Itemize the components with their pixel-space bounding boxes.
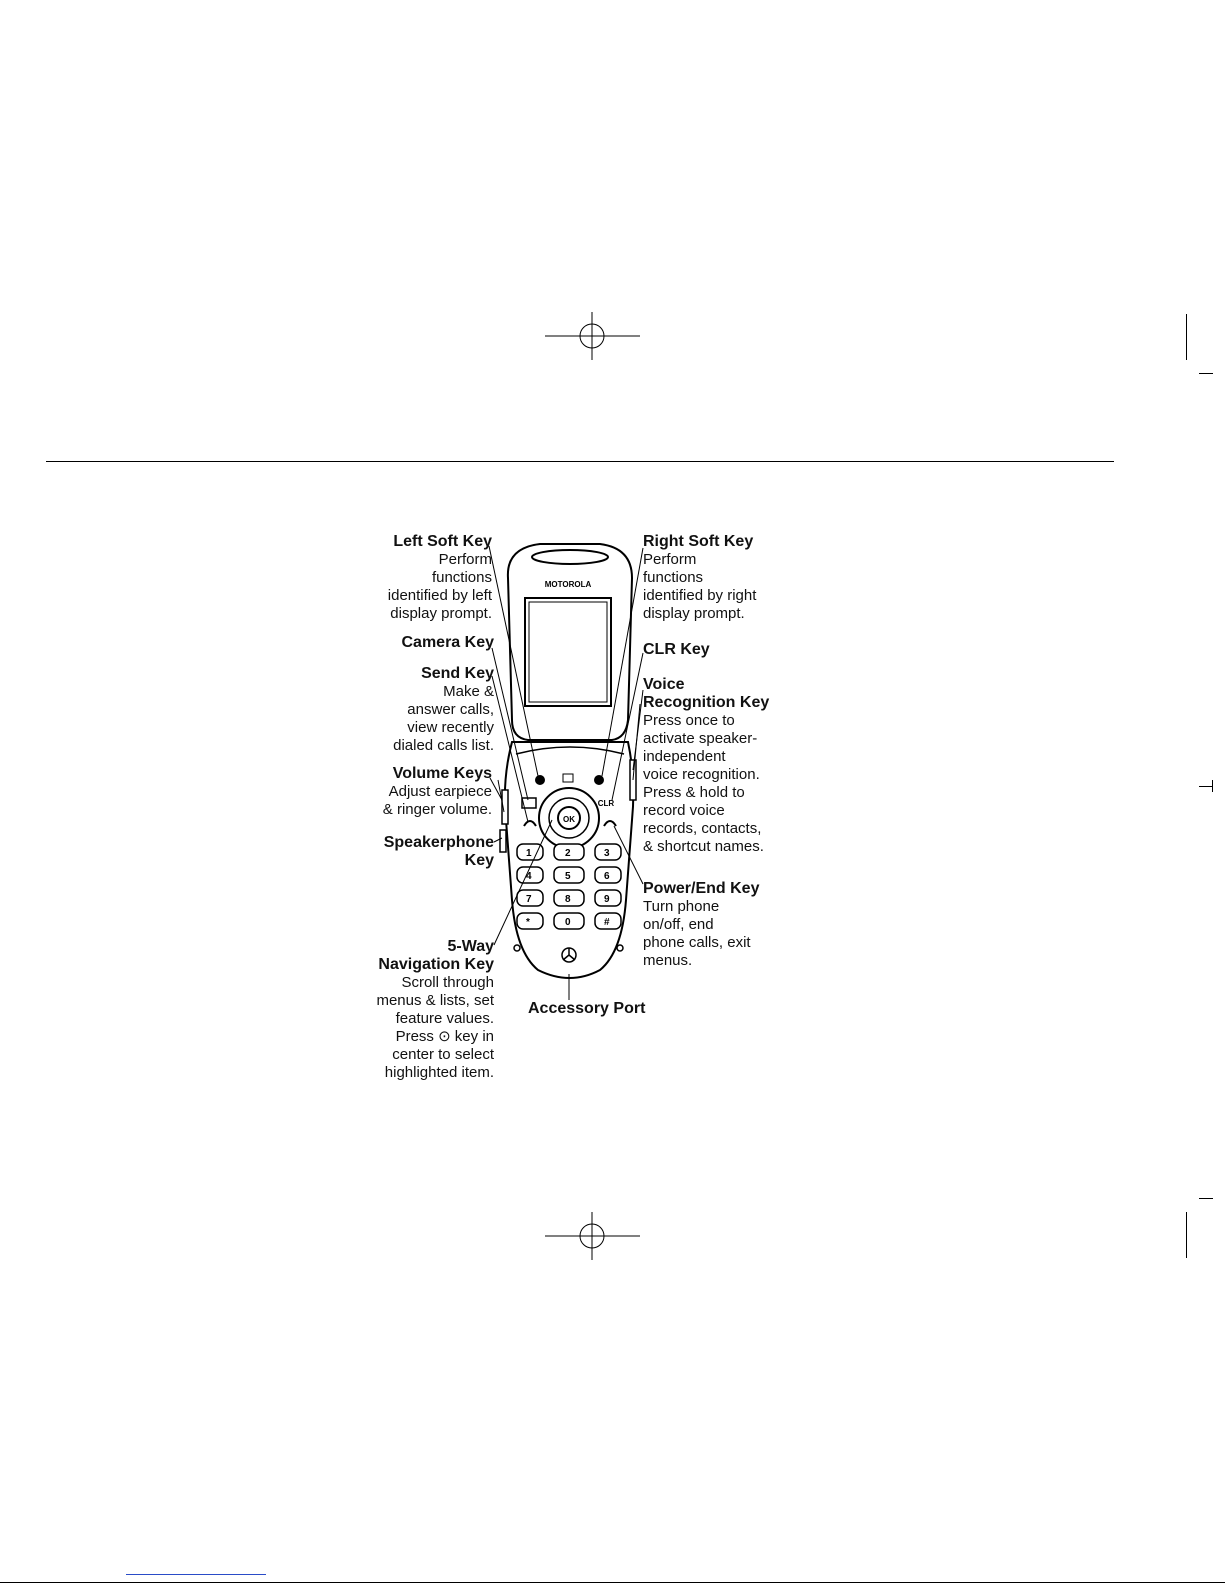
left-soft-key-line-3: identified by left [387, 587, 492, 604]
nav-key-line-1: Scroll through [401, 974, 494, 991]
callout-volume-keys [383, 765, 492, 819]
speakerphone-key-title: Speakerphone [383, 834, 494, 851]
left-soft-key-line-2: functions [431, 569, 492, 586]
clr-key-label: CLR [597, 799, 615, 808]
voice-key-line-6: record voice [643, 802, 725, 819]
send-key-line-1: Make & [443, 683, 494, 700]
callout-right-soft-key [643, 533, 756, 623]
power-key-line-3: phone calls, exit [643, 934, 751, 951]
keypad-key-label-6: 6 [604, 871, 610, 882]
accessory-port-title: Accessory Port [528, 1000, 646, 1017]
right-soft-key-line-4: display prompt. [643, 605, 745, 622]
volume-keys-line-1: Adjust earpiece [388, 783, 492, 800]
keypad-key-label-2: 2 [565, 848, 571, 859]
voice-key-title-2: Recognition Key [643, 694, 770, 711]
right-soft-key-line-1: Perform [643, 551, 697, 568]
power-key-title: Power/End Key [643, 880, 760, 897]
right-soft-key-title: Right Soft Key [643, 533, 754, 550]
power-key-line-4: menus. [643, 952, 693, 969]
volume-keys-line-2: & ringer volume. [382, 801, 492, 818]
voice-key-line-2: activate speaker- [643, 730, 758, 747]
nav-key-line-6: highlighted item. [384, 1064, 494, 1081]
callout-clr-key [643, 641, 710, 659]
registration-mark-bottom [545, 1212, 640, 1260]
clr-key-title: CLR Key [643, 641, 710, 658]
voice-key-title: Voice [643, 676, 685, 693]
camera-key-title: Camera Key [401, 634, 494, 651]
footer-link-underline[interactable] [126, 1574, 266, 1575]
keypad-key-label-#: # [604, 917, 610, 928]
right-soft-key-line-2: functions [643, 569, 704, 586]
speakerphone-key-title-2: Key [464, 852, 494, 869]
nav-key-line-3: feature values. [395, 1010, 494, 1027]
registration-mark-top [545, 312, 640, 360]
send-key-line-3: view recently [407, 719, 494, 736]
voice-key-line-7: records, contacts, [643, 820, 762, 837]
phone-brand-logo: MOTOROLA [544, 580, 592, 589]
volume-keys-title: Volume Keys [392, 765, 492, 782]
nav-key-line-4: Press ⊙ key in [395, 1028, 494, 1045]
keypad-key-label-*: * [526, 917, 530, 928]
send-key-line-2: answer calls, [407, 701, 494, 718]
voice-key-line-8: & shortcut names. [643, 838, 764, 855]
voice-key-line-4: voice recognition. [643, 766, 760, 783]
keypad-key-label-9: 9 [604, 894, 610, 905]
callout-speakerphone-key [384, 834, 494, 870]
nav-key-line-2: menus & lists, set [376, 992, 494, 1009]
keypad-key-*[interactable] [517, 913, 543, 929]
left-soft-key-line-1: Perform [438, 551, 492, 568]
keypad-key-label-1: 1 [526, 848, 532, 859]
keypad-key-label-0: 0 [565, 917, 571, 928]
send-key-title: Send Key [421, 665, 494, 682]
voice-key-line-1: Press once to [643, 712, 735, 729]
voice-key-line-5: Press & hold to [643, 784, 745, 801]
ok-key-label: OK [563, 815, 575, 824]
callout-send-key [393, 665, 494, 755]
power-key-line-2: on/off, end [643, 916, 714, 933]
nav-key-line-5: center to select [392, 1046, 494, 1063]
keypad-key-label-7: 7 [526, 894, 532, 905]
callout-camera-key [402, 634, 495, 652]
keypad-key-label-5: 5 [565, 871, 571, 882]
nav-key-title: 5-Way [447, 938, 494, 955]
left-soft-key-line-4: display prompt. [390, 605, 492, 622]
send-key-line-4: dialed calls list. [393, 737, 494, 754]
callout-accessory-port [528, 1000, 645, 1018]
keypad-key-label-3: 3 [604, 848, 610, 859]
callout-left-soft-key [388, 533, 492, 623]
callout-voice-key [643, 676, 769, 856]
left-soft-key-title: Left Soft Key [393, 533, 492, 550]
nav-key-title-2: Navigation Key [378, 956, 494, 973]
callout-nav-key [376, 938, 494, 1082]
callout-power-key [643, 880, 759, 970]
keypad-key-label-8: 8 [565, 894, 571, 905]
power-key-line-1: Turn phone [643, 898, 720, 915]
keypad-key-label-4: 4 [526, 871, 532, 882]
right-soft-key-line-3: identified by right [643, 587, 757, 604]
voice-key-line-3: independent [643, 748, 726, 765]
